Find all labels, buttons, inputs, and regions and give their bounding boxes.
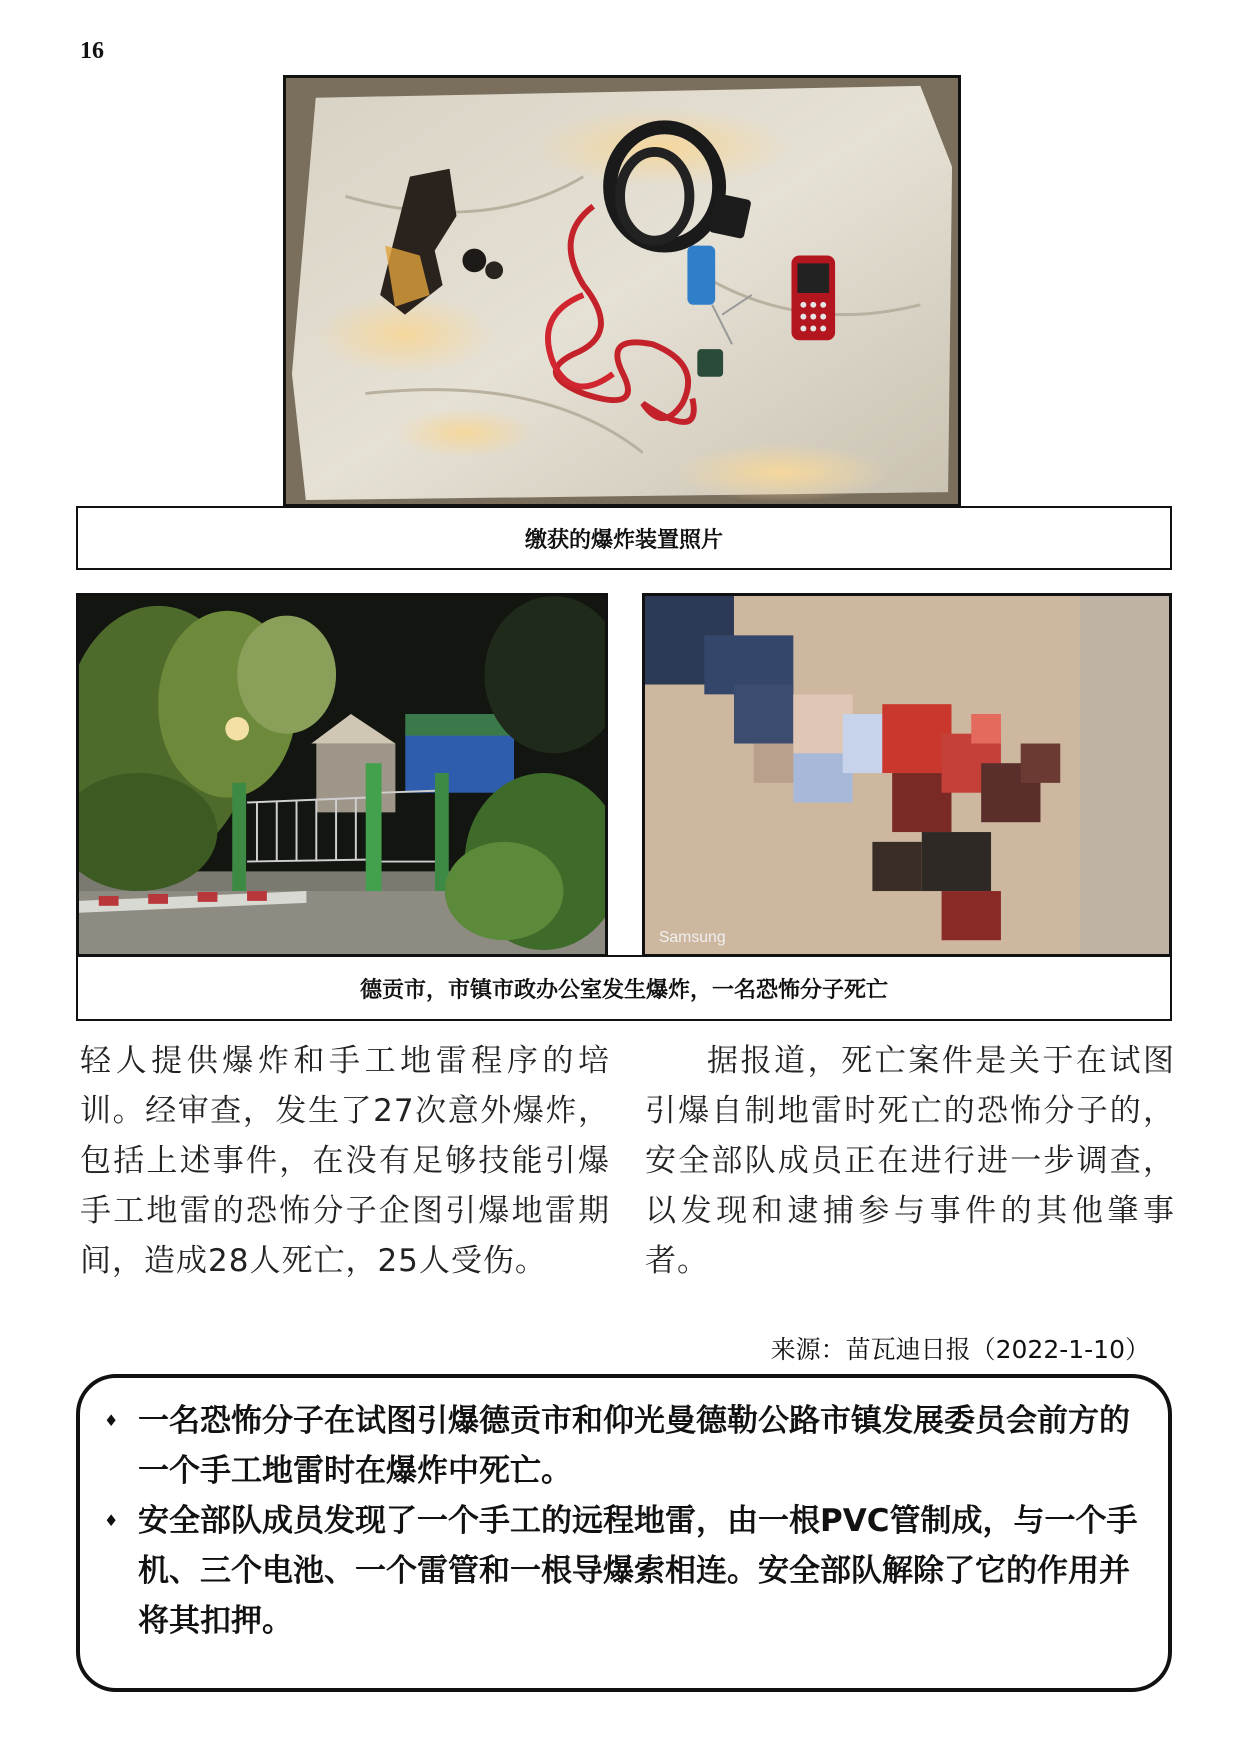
diamond-bullet-icon: ♦ [104, 1411, 119, 1430]
summary-box [76, 1374, 1172, 1692]
seized-explosives-caption: 缴获的爆炸装置照片 [76, 506, 1172, 570]
censored-casualty-photo [642, 593, 1172, 957]
summary-bullet-text: 安全部队成员发现了一个手工的远程地雷，由一根PVC管制成，与一个手机、三个电池、一个雷管和一根导爆索相连。安全部队解除了它的作用并将其扣押。 [138, 1503, 1138, 1639]
diamond-bullet-icon: ♦ [104, 1511, 119, 1530]
camera-watermark: Samsung [658, 929, 726, 947]
article-right-column: 据报道，死亡案件是关于在试图引爆自制地雷时死亡的恐怖分子的，安全部队成员正在进行进一步调查，以发现和逮捕参与事件的其他肇事者。 [645, 1043, 1175, 1279]
summary-bullet [100, 1396, 1146, 1496]
page-number: 16 [80, 38, 104, 64]
article-left-column: 轻人提供爆炸和手工地雷程序的培训。经审查，发生了27次意外爆炸，包括上述事件，在没有足够技能引爆手工地雷的恐怖分子企图引爆地雷期间，造成28人死亡，25人受伤。 [80, 1043, 610, 1279]
summary-bullet-text: 一名恐怖分子在试图引爆德贡市和仰光曼德勒公路市镇发展委员会前方的一个手工地雷时在爆炸中死亡。 [138, 1403, 1130, 1489]
summary-bullet [100, 1496, 1146, 1646]
explosion-caption: 德贡市，市镇市政办公室发生爆炸，一名恐怖分子死亡 [76, 955, 1172, 1021]
municipal-office-photo [76, 593, 608, 957]
seized-explosives-photo [283, 75, 961, 507]
article-source: 来源：苗瓦迪日报（2022-1-10） [770, 1335, 1150, 1364]
